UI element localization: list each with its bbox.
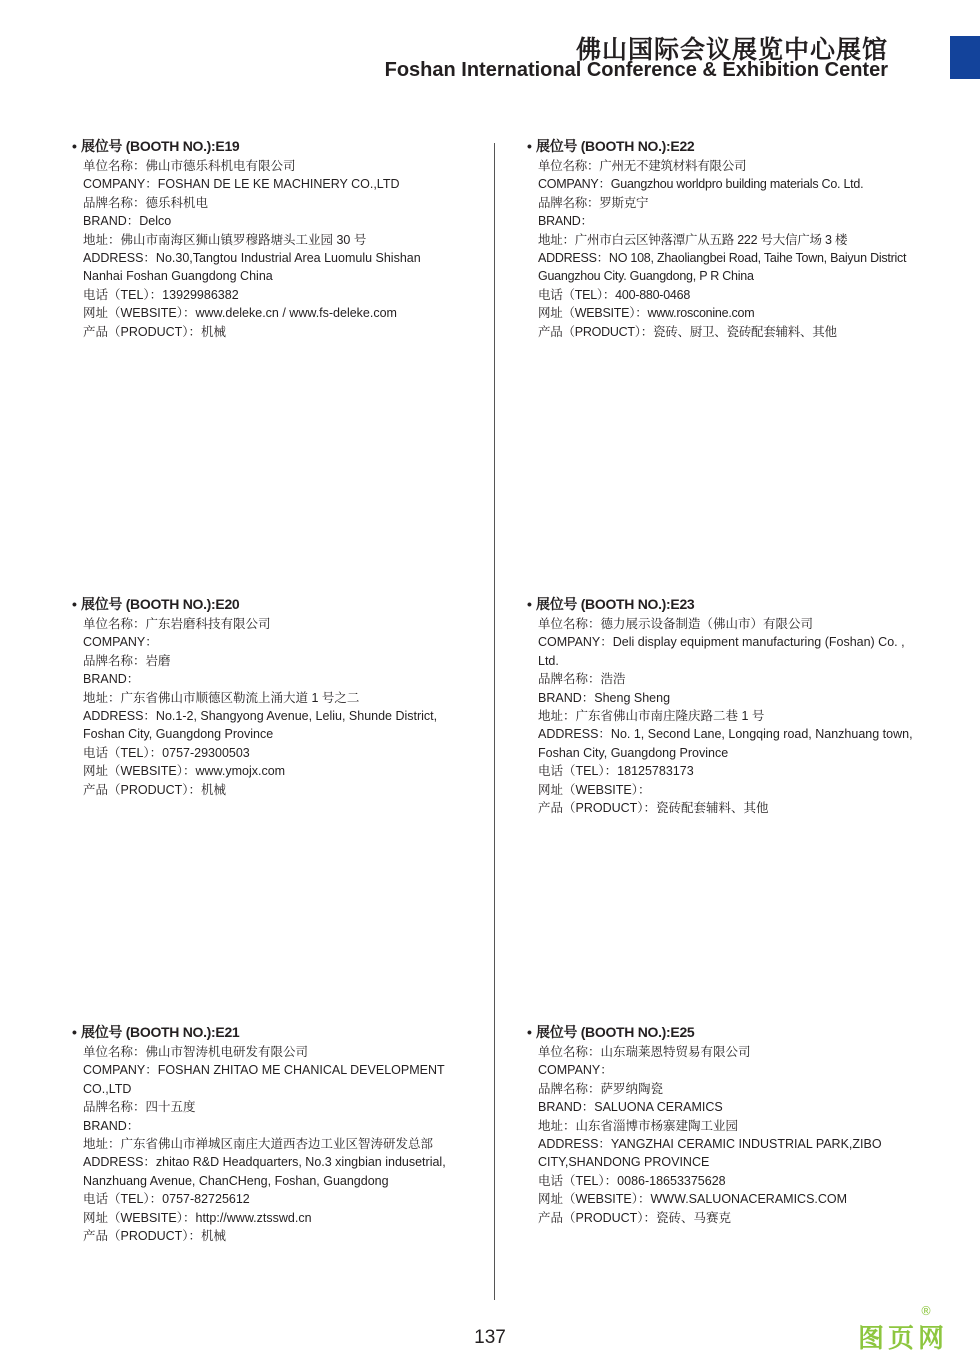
telephone: 电话（TEL）：13929986382 — [83, 287, 239, 302]
website: 网址（WEBSITE）：WWW.SALUONACERAMICS.COM — [538, 1192, 848, 1207]
address-en: ADDRESS：No. 1, Second Lane, Longqing road, Nanzhuang town, — [538, 727, 913, 742]
booth-number: • 展位号 (BOOTH NO.):E19 — [72, 138, 240, 154]
exhibitor-details — [538, 157, 933, 341]
exhibitor-details — [83, 615, 472, 799]
booth-number: • 展位号 (BOOTH NO.):E25 — [527, 1024, 695, 1040]
header-title-en: Foshan International Conference & Exhibition Center — [384, 59, 888, 81]
telephone: 电话（TEL）：400-880-0468 — [538, 287, 691, 302]
brand-name-cn: 品牌名称：罗斯克宁 — [538, 195, 649, 210]
product: 产品（PRODUCT）：瓷砖、马赛克 — [538, 1210, 732, 1225]
exhibitor-entry-e25 — [527, 1023, 927, 1227]
company-name-en: COMPANY：FOSHAN DE LE KE MACHINERY CO.,LTD — [83, 177, 400, 192]
exhibitor-entry-e23 — [527, 595, 927, 817]
company-name-en: COMPANY：FOSHAN ZHITAO ME CHANICAL DEVELOPMENT — [83, 1063, 445, 1078]
brand-name-cn: 品牌名称：萨罗纳陶瓷 — [538, 1081, 664, 1096]
exhibitor-entry-e20 — [72, 595, 472, 799]
company-name-en: COMPANY：Guangzhou worldpro building materials Co. Ltd. — [538, 177, 864, 192]
company-name-cn: 单位名称：广州无不建筑材料有限公司 — [538, 159, 747, 173]
product: 产品（PRODUCT）：瓷砖配套辅料、其他 — [538, 801, 769, 816]
brand-name-cn: 品牌名称：德乐科机电 — [83, 195, 209, 210]
website: 网址（WEBSITE）：www.ymojx.com — [83, 764, 286, 779]
exhibitor-details — [538, 615, 933, 817]
address-en: ADDRESS：No.30,Tangtou Industrial Area Luomulu Shishan — [83, 251, 421, 266]
brand-name-en: BRAND： — [83, 1118, 140, 1133]
address-cn: 地址：广东省佛山市顺德区勒流上涌大道 1 号之二 — [83, 690, 360, 705]
website: 网址（WEBSITE）：http://www.ztsswd.cn — [83, 1210, 312, 1225]
telephone: 电话（TEL）：0757-82725612 — [83, 1192, 250, 1207]
product: 产品（PRODUCT）：机械 — [83, 782, 227, 797]
exhibitor-entry-e19 — [72, 137, 472, 341]
company-name-cn: 单位名称：佛山市德乐科机电有限公司 — [83, 159, 296, 173]
address-cn: 地址：广东省佛山市禅城区南庄大道西杏边工业区智涛研发总部 — [83, 1137, 434, 1152]
address-cn: 地址：佛山市南海区狮山镇罗穆路塘头工业园 30 号 — [83, 232, 367, 247]
brand-name-en: BRAND：Sheng Sheng — [538, 690, 671, 705]
company-name-en: COMPANY：Deli display equipment manufacturing (Foshan) Co. , — [538, 635, 905, 650]
company-name-cn: 单位名称：广东岩磨科技有限公司 — [83, 617, 271, 631]
exhibitor-details — [83, 1043, 472, 1245]
website: 网址（WEBSITE）：www.deleke.cn / www.fs-deleke.com — [83, 306, 397, 321]
page-number: 137 — [474, 1327, 506, 1348]
booth-number: • 展位号 (BOOTH NO.):E22 — [527, 138, 695, 154]
watermark-logo: 图页网 ® — [858, 1304, 949, 1354]
brand-name-cn: 品牌名称：浩浩 — [538, 672, 626, 687]
booth-number: • 展位号 (BOOTH NO.):E20 — [72, 596, 240, 612]
booth-number: • 展位号 (BOOTH NO.):E21 — [72, 1024, 240, 1040]
product: 产品（PRODUCT）：机械 — [83, 1229, 227, 1244]
address-en: ADDRESS：YANGZHAI CERAMIC INDUSTRIAL PARK,ZIBO — [538, 1137, 882, 1152]
exhibitor-entry-e21 — [72, 1023, 472, 1245]
address-cn: 地址：广东省佛山市南庄隆庆路二巷 1 号 — [538, 709, 765, 724]
brand-name-cn: 品牌名称：岩磨 — [83, 653, 171, 668]
booth-number: • 展位号 (BOOTH NO.):E23 — [527, 596, 695, 612]
telephone: 电话（TEL）：0757-29300503 — [83, 745, 250, 760]
brand-name-cn: 品牌名称：四十五度 — [83, 1100, 196, 1115]
brand-name-en: BRAND： — [538, 214, 593, 229]
exhibitor-details — [538, 1043, 933, 1227]
telephone: 电话（TEL）：0086-18653375628 — [538, 1173, 726, 1188]
address-en: ADDRESS：zhitao R&D Headquarters, No.3 xingbian indusetrial, — [83, 1155, 446, 1170]
company-name-cn: 单位名称：佛山市智涛机电研发有限公司 — [83, 1045, 309, 1059]
address-en: ADDRESS：NO 108, Zhaoliangbei Road, Taihe Town, Baiyun District — [538, 251, 907, 266]
company-name-en-cont: Ltd. — [538, 653, 559, 668]
exhibitor-entry-e22 — [527, 137, 927, 341]
address-en-cont: Foshan City, Guangdong Province — [83, 727, 274, 742]
brand-name-en: BRAND：SALUONA CERAMICS — [538, 1100, 723, 1115]
brand-name-en: BRAND：Delco — [83, 214, 172, 229]
telephone: 电话（TEL）：18125783173 — [538, 764, 694, 779]
website: 网址（WEBSITE）： — [538, 782, 651, 797]
company-name-en-cont: CO.,LTD — [83, 1081, 132, 1096]
product: 产品（PRODUCT）：机械 — [83, 324, 227, 339]
product: 产品（PRODUCT）：瓷砖、厨卫、瓷砖配套辅料、其他 — [538, 324, 837, 339]
address-en-cont: Nanzhuang Avenue, ChanCHeng, Foshan, Guangdong — [83, 1173, 389, 1188]
company-name-cn: 单位名称：山东瑞莱恩特贸易有限公司 — [538, 1045, 751, 1059]
company-name-cn: 单位名称：德力展示设备制造（佛山市）有限公司 — [538, 617, 814, 631]
chapter-tab — [950, 36, 980, 79]
address-en-cont: CITY,SHANDONG PROVINCE — [538, 1155, 710, 1170]
website: 网址（WEBSITE）：www.rosconine.com — [538, 306, 755, 321]
header-title-cn: 佛山国际会议展览中心展馆 — [575, 35, 888, 64]
address-cn: 地址：广州市白云区钟落潭广从五路 222 号大信广场 3 楼 — [538, 232, 848, 247]
address-en-cont: Guangzhou City. Guangdong, P R China — [538, 269, 754, 284]
address-cn: 地址：山东省淄博市杨寨建陶工业园 — [538, 1118, 739, 1133]
company-name-en: COMPANY： — [83, 635, 158, 650]
address-en: ADDRESS：No.1-2, Shangyong Avenue, Leliu, Shunde District, — [83, 709, 438, 724]
address-en-cont: Nanhai Foshan Guangdong China — [83, 269, 273, 284]
exhibitor-details — [83, 157, 472, 341]
company-name-en: COMPANY： — [538, 1063, 613, 1078]
address-en-cont: Foshan City, Guangdong Province — [538, 745, 729, 760]
brand-name-en: BRAND： — [83, 672, 140, 687]
column-divider — [494, 143, 495, 1300]
